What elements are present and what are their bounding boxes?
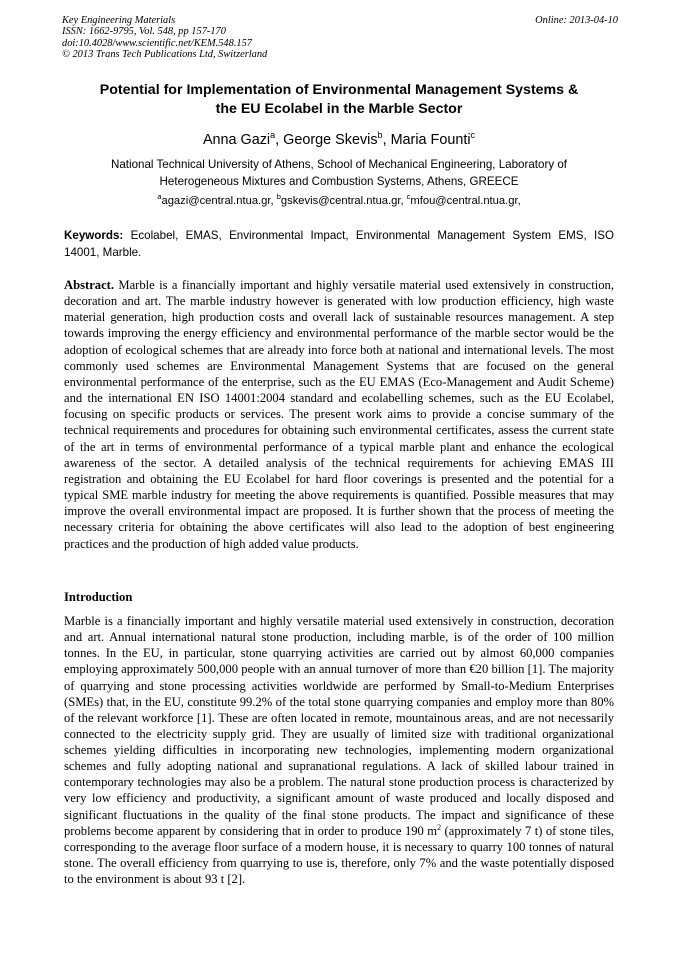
author-affil-mark: c [470,130,476,140]
email-address: gskevis@central.ntua.gr [280,195,401,207]
journal-header [62,15,618,61]
email-mark: b [276,192,281,201]
paper-title [56,81,622,119]
author-name: Maria Founti [390,132,471,148]
affiliation [60,157,618,190]
introduction-paragraph [64,613,614,887]
abstract-label: Abstract. [64,278,115,292]
abstract [64,277,614,552]
keywords-label: Keywords: [64,229,124,242]
introduction-heading: Introduction [64,590,133,604]
keywords [64,228,614,261]
abstract-text: Marble is a financially important and highly versatile material used extensively in construction, decoration and art. The marble industry however is generated with low production efficiency, high waste material generation, high production costs and overall lack of sustainable resources management. A step towards improving the energy efficiency and environmental performance of the marble sector would be the adoption of ecological schemes that are already into force both at national and international levels. The most commonly used schemes are Environmental Management Systems that are focused on the general environmental performance of the enterprise, such as the EU EMAS (Eco-Management and Audit Scheme) and the international EN ISO 14001:2004 standard and ecolabelling schemes, such as the EU Ecolabel, focusing on specific products or services. The present work aims to provide a concise summary of the technical requirements and procedures for obtaining such environmental certificates, assess the current state of the art in terms of environmental performance of a typical marble plant and enhance the ecological awareness of the sector. A detailed analysis of the technical requirements for achieving EMAS III registration and obtaining the EU Ecolabel for hard floor coverings is presented and the potential for a typical SME marble industry for meeting the above requirements is quantified. Possible measures that may improve the overall environmental impact are proposed. It is further shown that the process of meeting the necessary criteria for obtaining the above certificates will also lead to the adoption of best engineering practices and the production of high added value products. [64,278,614,551]
email-mark: c [406,192,411,201]
online-date: Online: 2013-04-10 [535,15,618,26]
superscript: 2 [437,822,442,832]
author-affil-mark: a [270,130,276,140]
title-line-1: Potential for Implementation of Environmental Management Systems & [99,82,579,98]
email-separator: , [400,195,407,207]
journal-name: Key Engineering Materials [62,15,176,26]
email-address: agazi@central.ntua.gr [161,195,271,207]
keywords-text: Ecolabel, EMAS, Environmental Impact, Environmental Management System EMS, ISO 14001, Marble. [64,229,614,259]
introduction-text-part-2: (approximately 7 t) of stone tiles, corresponding to the average floor surface of a modern house, it is necessary to quarry 100 tonnes of natural stone. The overall efficiency from quarrying to use is, therefore, only 7% and the waste potentially disposed to the environment is about 93 t [2]. [64,823,614,886]
copyright-line: © 2013 Trans Tech Publications Ltd, Switzerland [62,49,268,61]
author-name: Anna Gazi [202,132,271,148]
author-affil-mark: b [377,130,383,140]
author-list [40,130,638,150]
title-line-2: the EU Ecolabel in the Marble Sector [215,101,463,117]
author-name: George Skevis [283,132,378,148]
issn-line: ISSN: 1662-9795, Vol. 548, pp 157-170 [62,26,226,38]
email-separator: , [517,195,521,207]
introduction-text-part-1: Marble is a financially important and highly versatile material used extensively in construction, decoration and art. Annual international natural stone production, including marble, is of the order of 100 million tonnes. In the EU, in particular, stone quarrying activities are carried out by almost 60,000 companies employing approximately 500,000 people with an annual turnover of more than €20 billion [1]. The majority of quarrying and stone processing activities worldwide are performed by Small-to-Medium Enterprises (SMEs) that, in the EU, constitute 99.2% of the total stone quarrying companies and employ more than 80% of the relevant workforce [1]. These are often located in remote, mountainous areas, and are not necessarily connected to the electricity supply grid. They are usually of limited size with traditional organizational schemes yielding difficulties in incorporating new technologies, implementing modern organizational schemes and fully adopting national and supranational regulations. A lack of skilled labour trained in contemporary technologies may also be a problem. The natural stone production process is characterized by very low efficiency and productivity, a significant amount of waste produced and locally disposed and significant fluctuations in the quality of the final stone products. The impact and significance of these problems become apparent by considering that in order to produce 190 m [64,614,614,838]
author-separator: , [275,132,284,148]
author-separator: , [382,132,391,148]
email-separator: , [270,195,277,207]
email-mark: a [157,192,162,201]
doi-line: doi:10.4028/www.scientific.net/KEM.548.157 [62,37,252,49]
email-address: mfou@central.ntua.gr [410,195,518,207]
affiliation-line-1: National Technical University of Athens, School of Mechanical Engineering, Laboratory of [110,158,568,171]
affiliation-line-2: Heterogeneous Mixtures and Combustion Systems, Athens, GREECE [159,174,519,188]
author-emails [60,193,618,209]
